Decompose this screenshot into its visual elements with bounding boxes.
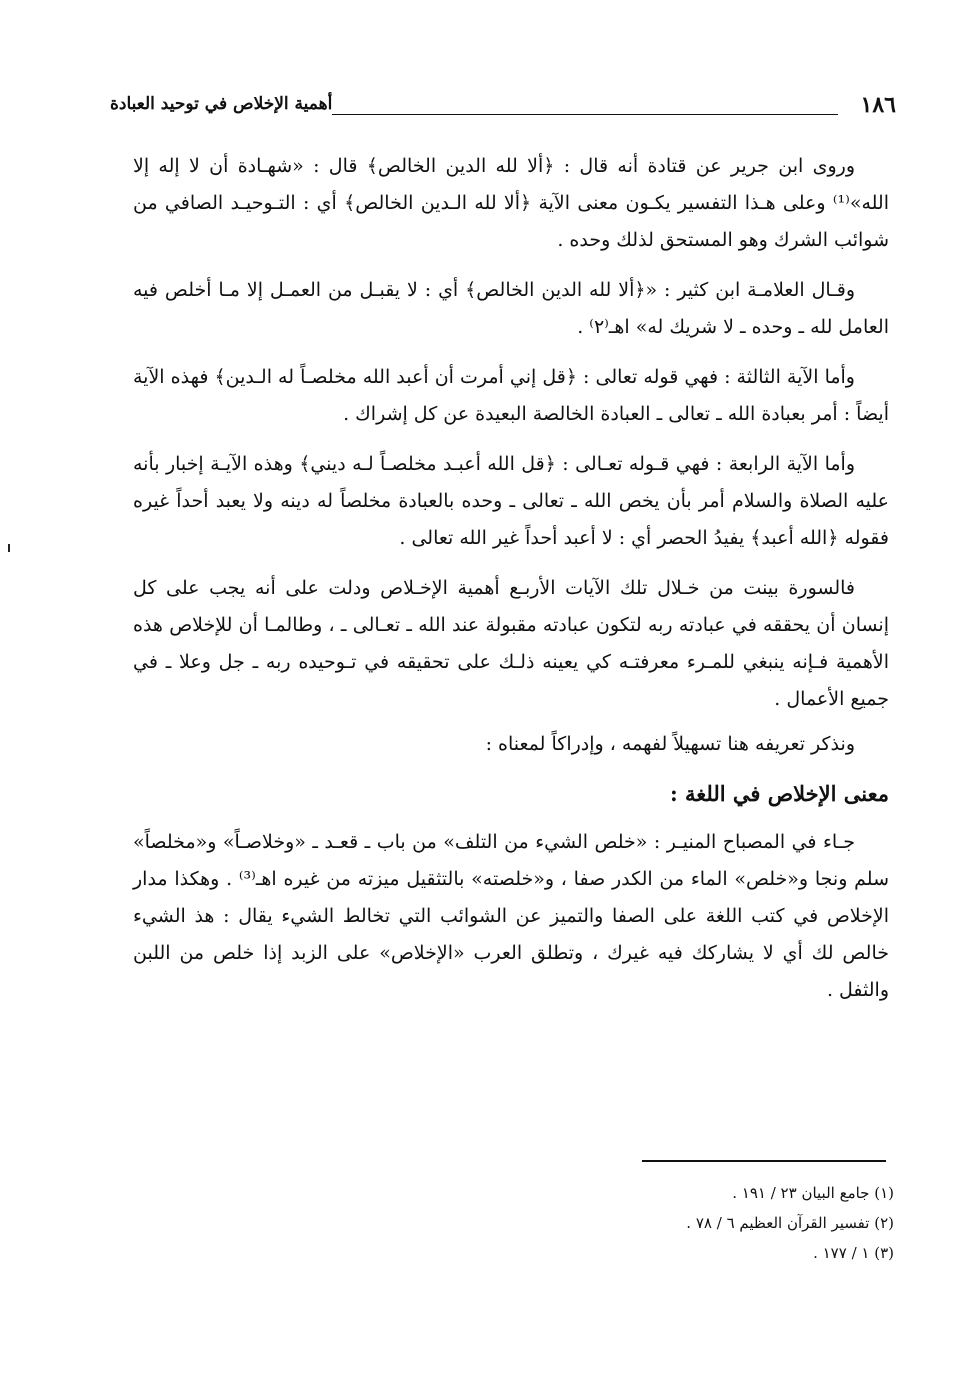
footnote-3: (٣) ١ / ١٧٧ . (813, 1244, 894, 1262)
header-rule (332, 114, 838, 115)
scan-mark (8, 544, 10, 552)
section-paragraph: جـاء في المصباح المنيـر : «خلص الشيء من التلف» من باب ـ قعـد ـ «وخلاصـاً» و«مخلصاً» سلم ونجا و«خلص» الماء من الكدر صفا ، و«خلصته» بالتثقيل ميزته من غيره اهـ⁽³⁾ . وهكذا مدار الإخلاص في كتب اللغة على الصفا والتميز عن الشوائب التي تخالط الشيء يقال : هذ الشيء خالص لك أي لا يشاركك فيه غيرك ، وتطلق العرب «الإخلاص» على الزبد إذا خلص من اللبن والثفل . (133, 831, 889, 1001)
section-heading: معنى الإخلاص في اللغة : (669, 781, 889, 806)
paragraph-6: ونذكر تعريفه هنا تسهيلاً لفهمه ، وإدراكاً لمعناه : (485, 733, 855, 755)
running-title: أهمية الإخلاص في توحيد العبادة (110, 94, 333, 114)
footnote-1: (١) جامع البيان ٢٣ / ١٩١ . (732, 1184, 894, 1202)
page-number: ١٨٦ (860, 92, 896, 118)
main-text (133, 148, 889, 1022)
footnote-separator (642, 1160, 886, 1162)
paragraph-1: وروى ابن جرير عن قتادة أنه قال : ﴿ألا لله الدين الخالص﴾ قال : «شهـادة أن لا إله إلا الله»⁽¹⁾ وعلى هـذا التفسير يكـون معنى الآية ﴿ألا لله الـدين الخالص﴾ أي : التـوحيـد الصافي من شوائب الشرك وهو المستحق لذلك وحده . (133, 155, 889, 251)
paragraph-2: وقـال العلامـة ابن كثير : «﴿ألا لله الدين الخالص﴾ أي : لا يقبـل من العمـل إلا مـا أخلص فيه العامل لله ـ وحده ـ لا شريك له» اهـ⁽٢⁾ . (133, 279, 889, 338)
paragraph-3: وأما الآية الثالثة : فهي قوله تعالى : ﴿قل إني أمرت أن أعبد الله مخلصـاً له الـدين﴾ فهذه الآية أيضاً : أمر بعبادة الله ـ تعالى ـ العبادة الخالصة البعيدة عن كل إشراك . (133, 366, 889, 425)
footnotes (394, 1178, 894, 1268)
page-header (110, 92, 896, 122)
footnote-2: (٢) تفسير القرآن العظيم ٦ / ٧٨ . (686, 1214, 894, 1232)
paragraph-5: فالسورة بينت من خـلال تلك الآيات الأربـع أهمية الإخـلاص ودلت على أنه يجب على كل إنسان أن يحققه في عبادته ربه لتكون عبادته مقبولة عند الله ـ تعـالى ـ ، وطالمـا أن للإخلاص هذه الأهمية فـإنه ينبغي للمـرء معرفتـه كي يعينه ذلـك على تحقيقه في تـوحيده ربه ـ جل وعلا ـ في جميع الأعمال . (133, 577, 890, 710)
paragraph-4: وأما الآية الرابعة : فهي قـوله تعـالى : ﴿قل الله أعبـد مخلصـاً لـه ديني﴾ وهذه الآيـة إخبار بأنه عليه الصلاة والسلام أمر بأن يخص الله ـ تعالى ـ وحده بالعبادة مخلصاً له دينه ولا يعبد أحداً غيره فقوله ﴿الله أعبد﴾ يفيدُ الحصر أي : لا أعبد أحداً غير الله تعالى . (133, 453, 889, 549)
